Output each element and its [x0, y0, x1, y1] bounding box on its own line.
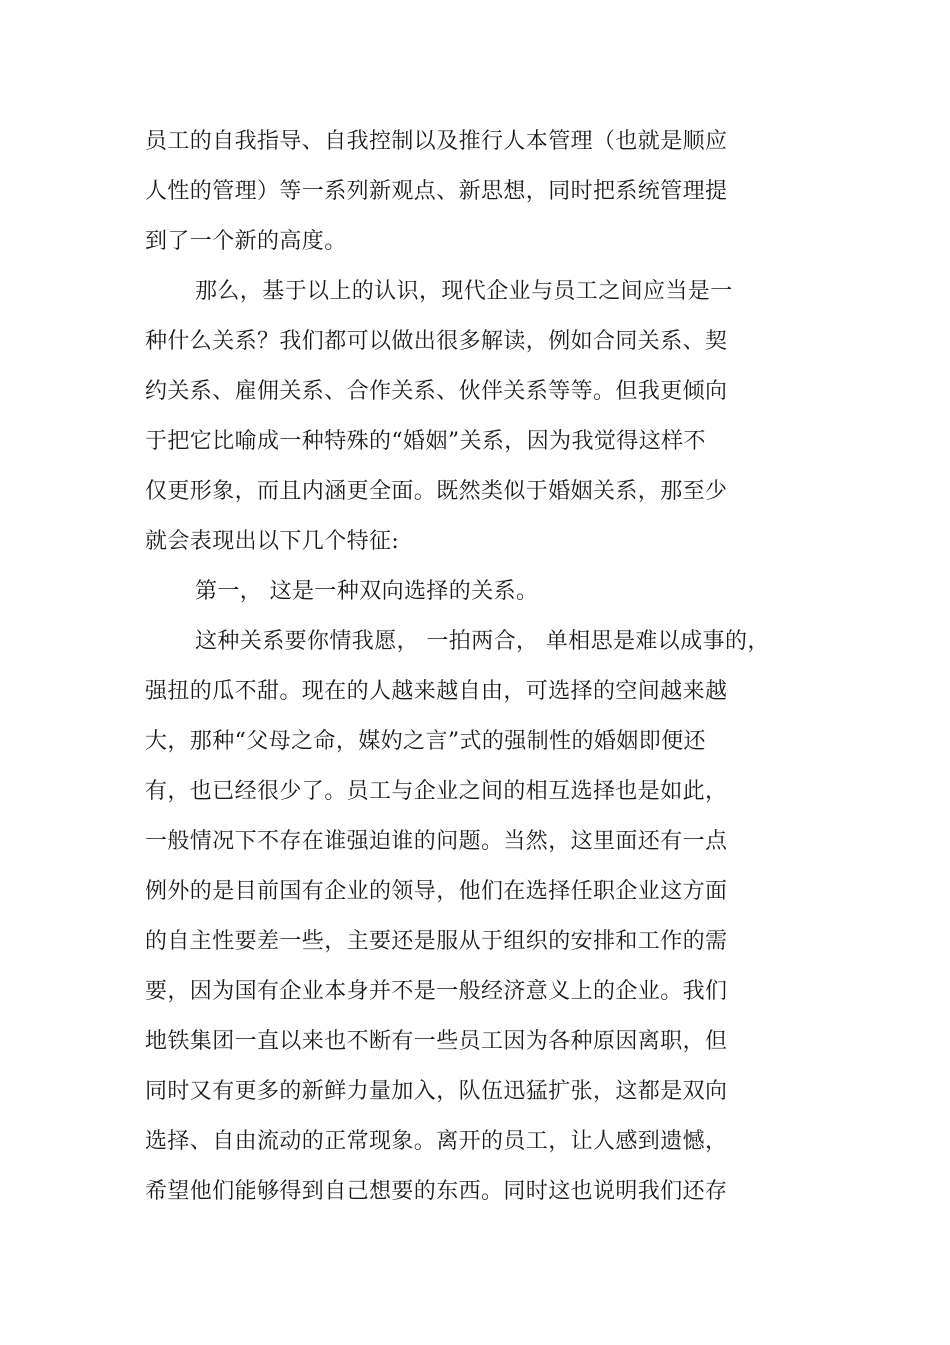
text-line: 仅更形象，而且内涵更全面。既然类似于婚姻关系，那至少	[145, 479, 728, 504]
text-line: 例外的是目前国有企业的领导，他们在选择任职企业这方面	[145, 879, 728, 904]
text-line: 大，那种“父母之命，媒妁之言”式的强制性的婚姻即便还	[145, 729, 706, 754]
text-line: 种什么关系？我们都可以做出很多解读，例如合同关系、契	[145, 329, 728, 354]
text-line: 约关系、雇佣关系、合作关系、伙伴关系等等。但我更倾向	[145, 379, 728, 404]
text-line: 一般情况下不存在谁强迫谁的问题。当然，这里面还有一点	[145, 829, 728, 854]
text-line: 人性的管理）等一系列新观点、新思想，同时把系统管理提	[145, 179, 728, 204]
paragraph-start-line: 这种关系要你情我愿， 一拍两合， 单相思是难以成事的，	[195, 629, 770, 654]
text-line: 到了一个新的高度。	[145, 229, 347, 254]
text-line: 同时又有更多的新鲜力量加入，队伍迅猛扩张，这都是双向	[145, 1079, 728, 1104]
text-line: 选择、自由流动的正常现象。离开的员工，让人感到遗憾，	[145, 1129, 728, 1154]
text-line: 强扭的瓜不甜。现在的人越来越自由，可选择的空间越来越	[145, 679, 728, 704]
text-line: 的自主性要差一些，主要还是服从于组织的安排和工作的需	[145, 929, 728, 954]
text-line: 员工的自我指导、自我控制以及推行人本管理（也就是顺应	[145, 129, 728, 154]
text-line: 地铁集团一直以来也不断有一些员工因为各种原因离职，但	[145, 1029, 728, 1054]
text-line: 有，也已经很少了。员工与企业之间的相互选择也是如此，	[145, 779, 728, 804]
text-line: 于把它比喻成一种特殊的“婚姻”关系，因为我觉得这样不	[145, 429, 706, 454]
text-line: 希望他们能够得到自己想要的东西。同时这也说明我们还存	[145, 1179, 728, 1204]
text-line: 要，因为国有企业本身并不是一般经济意义上的企业。我们	[145, 979, 728, 1004]
paragraph-start-line: 那么，基于以上的认识，现代企业与员工之间应当是一	[195, 279, 733, 304]
text-line: 就会表现出以下几个特征:	[145, 529, 400, 554]
section-heading-line: 第一， 这是一种双向选择的关系。	[195, 579, 539, 604]
